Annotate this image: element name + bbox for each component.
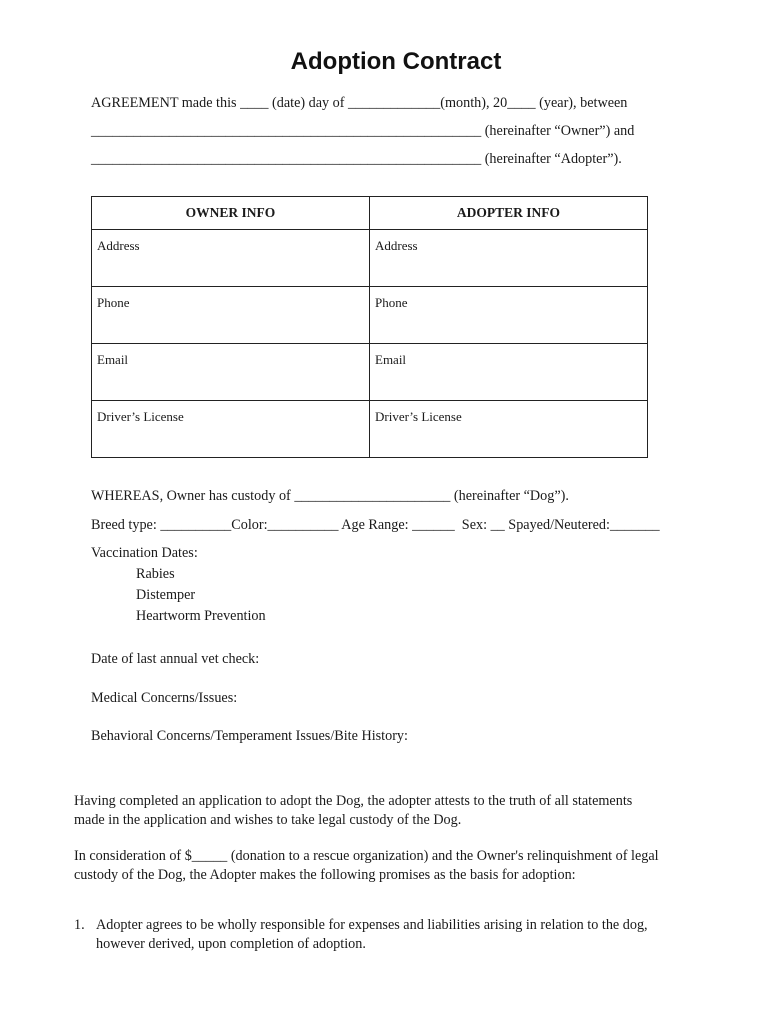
owner-phone-cell[interactable] (92, 287, 370, 344)
vaccination-label: Vaccination Dates: (91, 545, 198, 561)
paragraph-1-line-2: made in the application and wishes to take legal custody of the Dog. (74, 812, 462, 828)
owner-address-cell[interactable] (92, 230, 370, 287)
table-row (92, 401, 648, 458)
agreement-line-3: _______________________________________________________ (hereinafter “Adopter”). (91, 151, 622, 167)
owner-license-cell[interactable] (92, 401, 370, 458)
field-label: Address (97, 238, 140, 253)
owner-email-cell[interactable] (92, 344, 370, 401)
vet-check-label: Date of last annual vet check: (91, 651, 260, 667)
breed-line: Breed type: __________Color:__________ Age Range: ______ Sex: __ Spayed/Neutered:_______ (91, 517, 660, 533)
field-label: Phone (375, 295, 408, 310)
adopter-email-cell[interactable] (370, 344, 648, 401)
promise-1-line-2: however derived, upon completion of adoption. (96, 936, 366, 952)
table-row (92, 287, 648, 344)
promise-1-line-1: Adopter agrees to be wholly responsible for expenses and liabilities arising in relation to the dog, (96, 917, 648, 933)
whereas-line: WHEREAS, Owner has custody of ______________________ (hereinafter “Dog”). (91, 488, 569, 504)
vaccination-distemper: Distemper (136, 587, 196, 603)
field-label: Driver’s License (375, 409, 462, 424)
field-label: Email (97, 352, 129, 367)
field-label: Address (375, 238, 418, 253)
table-row (92, 344, 648, 401)
adopter-address-cell[interactable] (370, 230, 648, 287)
adopter-phone-cell[interactable] (370, 287, 648, 344)
field-label: Email (375, 352, 407, 367)
agreement-line-2: _______________________________________________________ (hereinafter “Owner”) and (91, 123, 635, 139)
promise-1-number: 1. (74, 917, 85, 933)
vaccination-heartworm: Heartworm Prevention (136, 608, 266, 624)
owner-info-header: OWNER INFO (92, 197, 370, 230)
field-label: Driver’s License (97, 409, 184, 424)
table-row (92, 230, 648, 287)
table-header-row (92, 197, 648, 230)
field-label: Phone (97, 295, 130, 310)
paragraph-2-line-1: In consideration of $_____ (donation to a rescue organization) and the Owner's relinquishment of legal (74, 848, 659, 864)
info-table (91, 196, 648, 458)
paragraph-1-line-1: Having completed an application to adopt the Dog, the adopter attests to the truth of all statements (74, 793, 633, 809)
document-title: Adoption Contract (290, 48, 502, 75)
adopter-info-header: ADOPTER INFO (370, 197, 648, 230)
agreement-line-1: AGREEMENT made this ____ (date) day of _____________(month), 20____ (year), between (91, 95, 628, 111)
adopter-license-cell[interactable] (370, 401, 648, 458)
paragraph-2-line-2: custody of the Dog, the Adopter makes the following promises as the basis for adoption: (74, 867, 576, 883)
behavioral-label: Behavioral Concerns/Temperament Issues/Bite History: (91, 728, 408, 744)
medical-label: Medical Concerns/Issues: (91, 690, 238, 706)
vaccination-rabies: Rabies (136, 566, 175, 582)
